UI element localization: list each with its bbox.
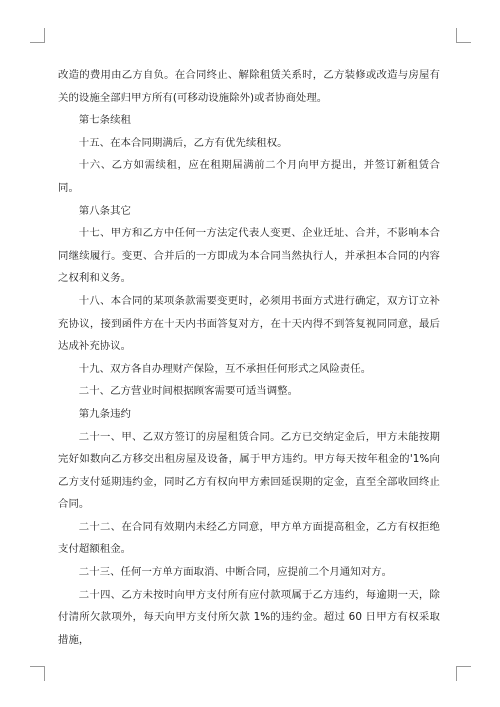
crop-mark-bottom-left	[30, 666, 45, 681]
clause-19: 十九、双方各自办理财产保险，互不承担任何形式之风险责任。	[78, 362, 372, 375]
clause-16: 十六、乙方如需续租，应在租期届满前二个月向甲方提出，并签订新租赁合同。	[58, 159, 440, 194]
clause-21: 二十一、甲、乙双方签订的房屋租赁合同。乙方已交纳定金后，甲方未能按期完好如数向乙方移交出租房屋及设备，属于甲方违约。甲方每天按年租金的'1%向乙方支付延期违约金，同时乙方有权向甲方索回延误期的定金，直至全部收回终止合同。	[58, 430, 440, 511]
clause-17: 十七、甲方和乙方中任何一方法定代表人变更、企业迁址、合并，不影响本合同继续履行。变更、合并后的一方即成为本合同当然执行人，并承担本合同的内容之权利和义务。	[58, 227, 440, 285]
clause-20: 二十、乙方营业时间根据顾客需要可适当调整。	[78, 385, 299, 398]
crop-mark-bottom-right	[456, 666, 471, 681]
clause-22: 二十二、在合同有效期内未经乙方同意，甲方单方面提高租金，乙方有权拒绝支付超额租金。	[58, 520, 440, 556]
paragraph-continuation: 改造的费用由乙方自负。在合同终止、解除租赁关系时，乙方装修或改造与房屋有关的设施全部归甲方所有(可移动设施除外)或者协商处理。	[58, 69, 440, 104]
crop-mark-top-left	[30, 28, 45, 43]
clause-23: 二十三、任何一方单方面取消、中断合同，应提前二个月通知对方。	[78, 566, 393, 579]
clause-18: 十八、本合同的某项条款需要变更时，必须用书面方式进行确定，双方订立补充协议，接到函件方在十天内书面答复对方，在十天内得不到答复视同同意，最后达成补充协议。	[58, 294, 440, 353]
section-heading-other: 第八条其它	[78, 204, 131, 217]
crop-mark-top-right	[456, 28, 471, 43]
clause-15: 十五、在本合同期满后，乙方有优先续租权。	[78, 136, 288, 149]
clause-24: 二十四、乙方未按时向甲方支付所有应付款项属于乙方违约，每逾期一天，除付清所欠款项外，每天向甲方支付所欠款 1%的违约金。超过 60 日甲方有权采取措施，	[58, 588, 440, 646]
section-heading-breach: 第九条违约	[78, 407, 131, 420]
document-body	[58, 64, 440, 651]
section-heading-renewal: 第七条续租	[78, 114, 131, 127]
